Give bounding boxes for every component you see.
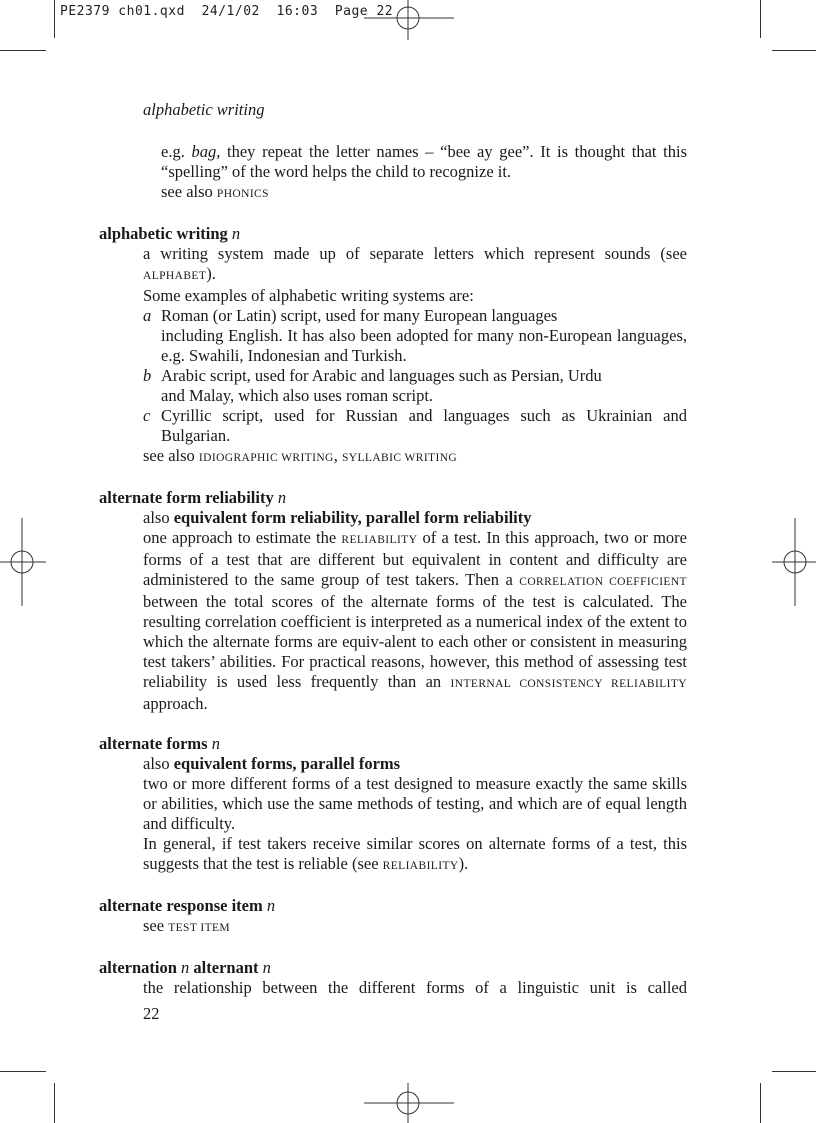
list-item: c Cyrillic script, used for Russian and languages such as Ukrainian and Bulgarian.: [143, 406, 687, 445]
list-item-continued: including English. It has also been adopted for many non-European languages, e.g. Swahili, Indonesian and Turkish.: [161, 326, 687, 365]
cross-reference: CORRELATION COEFFICIENT: [519, 576, 687, 588]
crop-mark: [772, 50, 816, 51]
entry-definition: a writing system made up of separate letters which represent sounds (see ALPHABET).: [143, 244, 687, 283]
entry-headword: alphabetic writing n: [99, 224, 241, 243]
crop-mark: [0, 1071, 46, 1072]
entry-headword: alternation n alternant n: [99, 958, 271, 977]
entry-headword: alternate response item n: [99, 896, 276, 915]
cross-reference: PHONICS: [216, 188, 269, 200]
entry-text: In general, if test takers receive similar scores on alternate forms of a test, this suggests that the test is reliable (see RELIABILITY).: [143, 834, 687, 873]
cross-reference: RELIABILITY: [341, 534, 418, 546]
crop-mark: [760, 1083, 761, 1123]
slug-date: 24/1/02: [201, 4, 260, 19]
entry-text: Some examples of alphabetic writing systems are:: [143, 286, 474, 305]
cross-reference: IDIOGRAPHIC WRITING: [198, 452, 334, 464]
registration-mark-icon: [772, 518, 816, 606]
entry-headword: alternate forms n: [99, 734, 220, 753]
list-item-continued: and Malay, which also uses roman script.: [161, 386, 434, 405]
slug-time: 16:03: [276, 4, 319, 19]
slug-file: PE2379 ch01.qxd: [60, 4, 185, 19]
see-also: see also IDIOGRAPHIC WRITING, SYLLABIC WRITING: [143, 446, 458, 465]
cross-reference: INTERNAL CONSISTENCY RELIABILITY: [450, 678, 687, 690]
entry-synonyms: also equivalent forms, parallel forms: [143, 754, 401, 773]
entry-headword: alternate form reliability n: [99, 488, 287, 507]
running-head: alphabetic writing: [143, 100, 265, 119]
dictionary-body: [99, 142, 687, 998]
registration-mark-icon: [364, 0, 454, 40]
crop-mark: [772, 1071, 816, 1072]
crop-mark: [760, 0, 761, 38]
slug-page-num: 22: [376, 4, 394, 19]
entry-definition: two or more different forms of a test designed to measure exactly the same skills or abilities, which use the same methods of testing, and which are of equal length and difficulty.: [143, 774, 687, 833]
crop-mark: [0, 50, 46, 51]
crop-mark: [54, 0, 55, 38]
slug-line: [60, 4, 393, 19]
registration-mark-icon: [0, 518, 46, 606]
slug-page-label: Page: [334, 4, 369, 19]
cross-reference: ALPHABET: [143, 270, 207, 282]
see-reference: see TEST ITEM: [143, 916, 231, 935]
see-also: see also PHONICS: [161, 182, 269, 201]
registration-mark-icon: [364, 1083, 454, 1123]
continuation-text: e.g. bag, they repeat the letter names – “bee ay gee”. It is thought that this “spelling” of the word helps the child to recognize it.: [161, 142, 688, 181]
crop-mark: [54, 1083, 55, 1123]
cross-reference: SYLLABIC WRITING: [342, 452, 458, 464]
page-number: 22: [143, 1004, 160, 1023]
list-item: a Roman (or Latin) script, used for many European languages: [143, 306, 558, 325]
entry-definition: the relationship between the different forms of a linguistic unit is called: [143, 978, 687, 997]
entry-definition: one approach to estimate the RELIABILITY of a test. In this approach, two or more forms of a test that are different but equivalent in content and difficulty are administered to the same group of test takers. Then a CORRELATION COEFFICIENT between the total scores of the alternate forms of the test is calculated. The resulting correlation coefficient is interpreted as a numerical index of the extent to which the alternate forms are equiv-alent to each other or consistent in measuring test takers’ abilities. For practical reasons, however, this method of assessing test reliability is used less frequently than an INTERNAL CONSISTENCY RELIABILITY approach.: [143, 528, 687, 713]
cross-reference: TEST ITEM: [168, 922, 231, 934]
cross-reference: RELIABILITY: [382, 860, 459, 872]
entry-synonyms: also equivalent form reliability, parallel form reliability: [143, 508, 532, 527]
list-item: b Arabic script, used for Arabic and languages such as Persian, Urdu: [143, 366, 602, 385]
